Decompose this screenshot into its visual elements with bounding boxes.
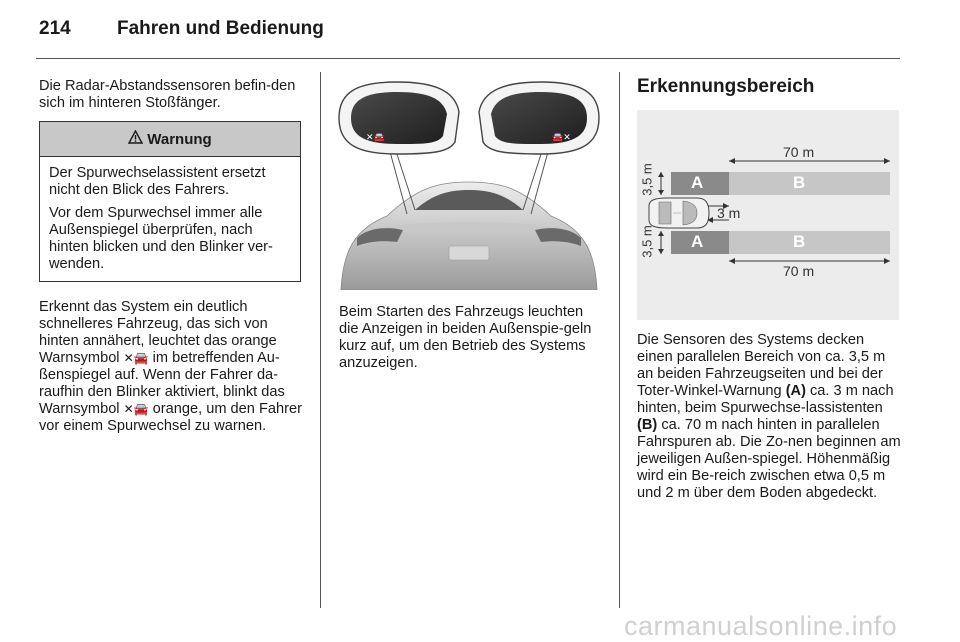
section-heading: Erkennungsbereich: [637, 76, 815, 97]
column-divider-right: [619, 72, 620, 608]
header-rule: [36, 58, 900, 59]
bottom-length-label: 70 m: [783, 263, 815, 279]
page-header: [39, 18, 324, 40]
zone-a-label-bottom: A: [691, 232, 704, 251]
right-mirror-warning-icon: 🚘✕: [552, 132, 571, 142]
rear-length-label: 3 m: [717, 205, 741, 221]
column-divider-left: [320, 72, 321, 608]
blind-spot-warning-icon: ✕🚘: [123, 402, 149, 416]
warning-title: Warnung: [147, 130, 212, 148]
bottom-width-label: 3,5 m: [639, 225, 655, 258]
warning-paragraph: Vor dem Spurwechsel immer alle Außenspiegel überprüfen, nach hinten blicken und den Blinker ver-wenden.: [49, 205, 273, 272]
page-title: Fahren und Bedienung: [117, 18, 324, 39]
warning-paragraph: Der Spurwechselassistent ersetzt nicht den Blick des Fahrers.: [49, 165, 266, 198]
diagram-graphics: [637, 110, 899, 320]
warning-triangle-icon: [128, 130, 143, 148]
mirror-car-illustration: [337, 78, 601, 290]
detection-area-paragraph: Die Sensoren des Systems decken einen parallelen Bereich von ca. 3,5 m an beiden Fahrzeugseiten und bei der Toter-Winkel-Warnung (A) ca. 3 m nach hinten, beim Spurwechse-lassistenten (B) ca. 70 m nach hinten in parallelen Fahrspuren ab. Die Zo-nen beginnen am jeweiligen Außen-spiegel. Höhenmäßig wird ein Be-reich zwischen etwa 0,5 m und 2 m über dem Boden abgedeckt.: [637, 332, 901, 501]
zone-b-label-top: B: [793, 173, 806, 192]
warning-header: [40, 122, 300, 157]
warning-body: [40, 157, 300, 281]
warning-box: [39, 121, 301, 282]
top-length-label: 70 m: [783, 144, 815, 160]
intro-paragraph: Die Radar-Abstandssensoren befin-den sich im hinteren Stoßfänger.: [39, 78, 296, 111]
zone-b-label-bottom: B: [793, 232, 806, 251]
body-paragraph: Erkennt das System ein deutlich schnelleres Fahrzeug, das sich von hinten annähert, leuchtet das orange Warnsymbol ✕🚘 im betreffenden Au-ßenspiegel auf. Wenn der Fahrer da-raufhin den Blinker aktiviert, blinkt das Warnsymbol ✕🚘 orange, um den Fahrer vor einem Spurwechsel zu warnen.: [39, 299, 302, 434]
page-number: 214: [39, 18, 71, 39]
top-width-label: 3,5 m: [639, 163, 655, 196]
startup-caption: Beim Starten des Fahrzeugs leuchten die Anzeigen in beiden Außenspie-geln kurz auf, um den Betrieb des Systems anzuzeigen.: [339, 304, 592, 371]
blind-spot-warning-icon: ✕🚘: [123, 351, 149, 365]
watermark: carmanualsonline.info: [624, 611, 898, 641]
zone-a-label-top: A: [691, 173, 704, 192]
left-mirror-warning-icon: ✕🚘: [366, 132, 385, 142]
detection-zone-diagram: [637, 110, 899, 320]
